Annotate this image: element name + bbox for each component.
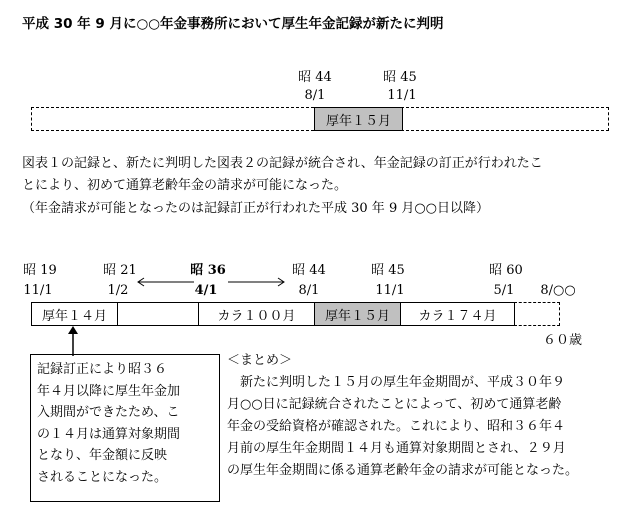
explanation-line-2: とにより、初めて通算老齢年金の請求が可能になった。: [22, 178, 348, 193]
top-segment-kounen: 厚年１５月: [314, 107, 403, 131]
summary-line-1: 新たに判明した１５月の厚生年金期間が、平成３０年９: [227, 375, 566, 390]
callout-line-4: の１４月は通算対象期間: [37, 426, 181, 442]
summary-section: [227, 350, 578, 482]
callout-line-3: 入期間ができたため、こ: [37, 405, 180, 420]
callout-line-1: 記録訂正により昭３６: [37, 362, 168, 377]
bottom-label-date-1: 11/1: [23, 283, 53, 298]
bottom-label-era-2: 昭 21: [103, 263, 137, 278]
bottom-label-date-5: 11/1: [375, 283, 405, 298]
bottom-label-era-3: 昭 36: [190, 263, 226, 278]
explanation-line-1: 図表１の記録と、新たに判明した図表２の記録が統合され、年金記録の訂正が行われたこ: [22, 156, 543, 171]
callout-line-2: 年４月以降に厚生年金加: [37, 383, 181, 399]
top-label-era-2: 昭 45: [383, 70, 417, 85]
segment-kounen-14: 厚年１４月: [31, 302, 118, 326]
summary-line-3: 年金の受給資格が確認された。これにより、昭和３６年４: [227, 419, 566, 434]
summary-line-2: 月○○日に記録統合されたことによって、初めて通算老齢: [227, 397, 562, 412]
age-label: ６０歳: [543, 333, 583, 348]
summary-heading: ＜まとめ＞: [227, 353, 293, 368]
summary-line-4: 月前の厚生年金期間１４月も通算対象期間とされ、２９月: [227, 441, 566, 456]
top-label-date-2: 11/1: [387, 88, 417, 103]
callout-line-5: となり、年金額に反映: [37, 448, 168, 463]
bottom-label-date-6: 5/1: [493, 283, 515, 298]
page-title: 平成 30 年 9 月に○○年金事務所において厚生年金記録が新たに判明: [22, 16, 444, 32]
bottom-label-date-7: 8/○○: [540, 283, 576, 298]
bottom-timeline-dashed-tail: [514, 302, 560, 326]
bottom-label-era-5: 昭 45: [371, 263, 405, 278]
segment-kara-174: カラ１７４月: [400, 302, 515, 326]
bottom-label-date-3: 4/1: [194, 283, 218, 298]
segment-kounen-15: 厚年１５月: [314, 302, 401, 326]
top-label-date-1: 8/1: [304, 88, 326, 103]
right-arrow-icon: [226, 276, 286, 288]
top-timeline-bar: [31, 107, 609, 131]
bottom-label-date-4: 8/1: [298, 283, 320, 298]
top-label-era-1: 昭 44: [298, 70, 332, 85]
bottom-label-era-6: 昭 60: [489, 263, 523, 278]
summary-line-5: の厚生年金期間に係る通算老齢年金の請求が可能となった。: [227, 463, 579, 478]
bottom-label-era-1: 昭 19: [23, 263, 57, 278]
callout-box: [30, 354, 220, 502]
segment-blank: [117, 302, 199, 326]
bottom-label-era-4: 昭 44: [292, 263, 326, 278]
bottom-label-date-2: 1/2: [107, 283, 129, 298]
bottom-timeline-bar: [31, 302, 515, 326]
left-arrow-icon: [136, 276, 196, 288]
segment-kara-100: カラ１００月: [198, 302, 315, 326]
explanation-line-3: （年金請求が可能となったのは記録訂正が行われた平成 30 年 9 月○○日以降）: [22, 201, 490, 216]
up-arrow-icon: [66, 326, 80, 356]
callout-line-6: されることになった。: [37, 469, 168, 485]
